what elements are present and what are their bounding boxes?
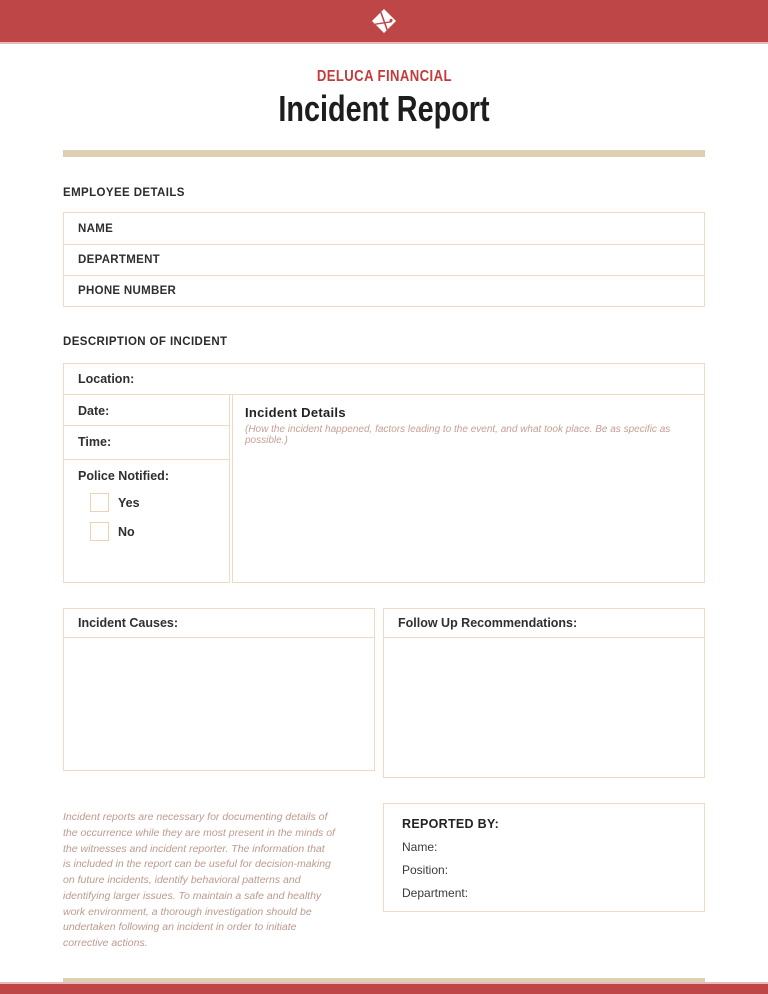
employee-details-table — [63, 212, 705, 307]
description-section-label: DESCRIPTION OF INCIDENT — [63, 336, 228, 348]
footer-section — [63, 803, 705, 952]
reported-name-field[interactable] — [402, 840, 704, 854]
follow-up-field[interactable] — [383, 608, 705, 778]
bottom-accent-bar — [0, 982, 768, 994]
time-field[interactable] — [64, 426, 229, 460]
top-accent-bar — [0, 0, 768, 44]
incident-description-grid — [63, 395, 705, 583]
name-field-label: NAME — [78, 222, 114, 235]
incident-details-field[interactable] — [232, 395, 705, 583]
department-field-label: DEPARTMENT — [78, 254, 161, 266]
reported-position-field[interactable] — [402, 863, 704, 877]
police-yes-label: Yes — [118, 495, 140, 510]
department-field[interactable] — [64, 244, 704, 275]
phone-number-field-label: PHONE NUMBER — [78, 285, 177, 297]
brand-name: DELUCA FINANCIAL — [316, 68, 452, 85]
location-field-label: Location: — [78, 372, 135, 386]
reported-department-field[interactable] — [402, 886, 704, 900]
location-field[interactable] — [63, 363, 705, 395]
police-notified-label: Police Notified: — [78, 469, 169, 483]
reported-name-label: Name: — [402, 840, 438, 854]
analysis-grid — [63, 608, 705, 778]
police-no-option — [90, 522, 229, 541]
follow-up-header — [384, 609, 704, 638]
incident-details-title: Incident Details — [245, 405, 346, 420]
reported-position-label: Position: — [402, 863, 449, 877]
incident-details-hint: (How the incident happened, factors leading to the event, and what took place. Be as specific as possible.) — [245, 424, 671, 446]
employee-details-section-label: EMPLOYEE DETAILS — [63, 187, 185, 199]
incident-causes-label: Incident Causes: — [78, 616, 179, 630]
police-yes-option — [90, 493, 229, 512]
phone-number-field[interactable] — [64, 275, 704, 306]
page-title: Incident Report — [278, 88, 490, 129]
reported-by-title: REPORTED BY: — [402, 817, 500, 831]
police-notified-group — [64, 460, 229, 582]
incident-report-note: Incident reports are necessary for documenting details of the occurrence while they are most present in the minds of the witnesses and incident reporter. The information that is included in the report can be useful for decision-making on future incidents, identify behavioral patterns and identifying larger issues. To maintain a safe and healthy work environment, a thorough investigation should be undertaken following an incident in order to initiate corrective actions. — [63, 811, 335, 949]
police-no-label: No — [118, 524, 135, 539]
reported-department-label: Department: — [402, 886, 469, 900]
top-divider — [63, 150, 705, 157]
incident-meta-column — [63, 395, 230, 583]
incident-causes-header — [64, 609, 374, 638]
time-field-label: Time: — [78, 435, 112, 449]
date-field-label: Date: — [78, 404, 110, 418]
date-field[interactable] — [64, 395, 229, 426]
incident-causes-field[interactable] — [63, 608, 375, 771]
police-no-checkbox[interactable] — [90, 522, 109, 541]
diamond-envelope-icon — [370, 7, 398, 35]
police-yes-checkbox[interactable] — [90, 493, 109, 512]
report-header — [0, 44, 768, 130]
name-field[interactable] — [64, 213, 704, 244]
reported-by-box — [383, 803, 705, 912]
follow-up-label: Follow Up Recommendations: — [398, 616, 578, 630]
